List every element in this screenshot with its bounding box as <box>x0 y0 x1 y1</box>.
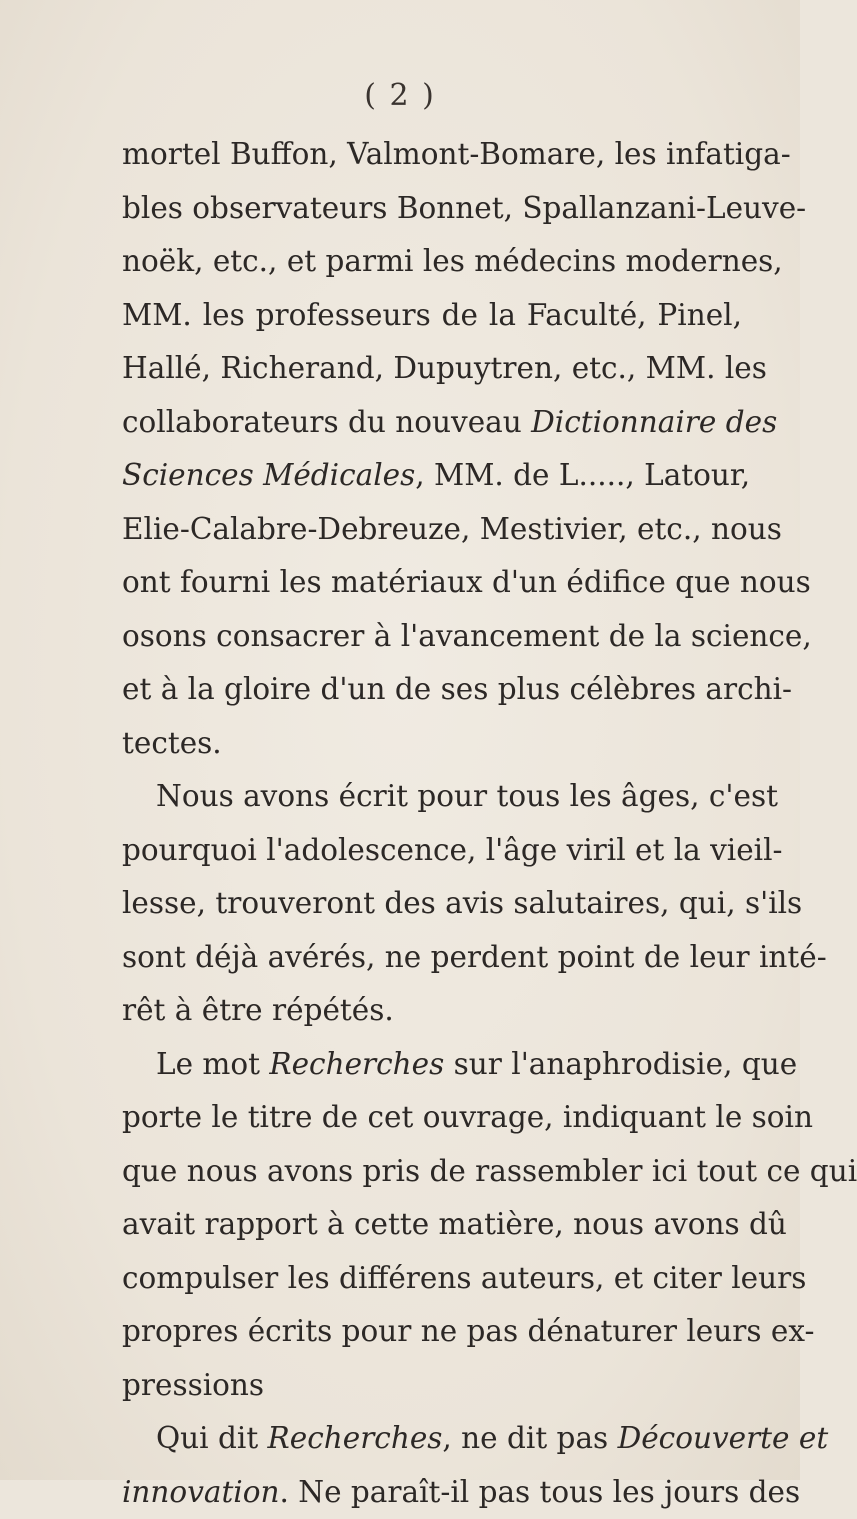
text-line: osons consacrer à l'avancement de la science, <box>122 610 742 664</box>
text-line: tectes. <box>122 717 742 771</box>
text-line: porte le titre de cet ouvrage, indiquant le soin <box>122 1091 742 1145</box>
italic-title: Dictionnaire des <box>531 405 777 439</box>
text-line: rêt à être répétés. <box>122 984 742 1038</box>
italic-word: Découverte et <box>618 1421 829 1455</box>
text-line: compulser les différens auteurs, et citer leurs <box>122 1252 742 1306</box>
text-line: ont fourni les matériaux d'un édifice que nous <box>122 556 742 610</box>
text-line: Elie-Calabre-Debreuze, Mestivier, etc., nous <box>122 503 742 557</box>
text-line: sont déjà avérés, ne perdent point de leur inté- <box>122 931 742 985</box>
text-line: que nous avons pris de rassembler ici tout ce qui <box>122 1145 742 1199</box>
text-line: Sciences Médicales, MM. de L....., Latour, <box>122 449 742 503</box>
text-line: MM. les professeurs de la Faculté, Pinel, <box>122 289 742 343</box>
italic-title: Sciences Médicales <box>122 458 415 492</box>
body-text <box>122 128 742 1519</box>
text-line: noëk, etc., et parmi les médecins modernes, <box>122 235 742 289</box>
text-line: Hallé, Richerand, Dupuytren, etc., MM. les <box>122 342 742 396</box>
text-line: mortel Buffon, Valmont-Bomare, les infatiga- <box>122 128 742 182</box>
text-line: et à la gloire d'un de ses plus célèbres archi- <box>122 663 742 717</box>
page-number: ( 2 ) <box>0 78 800 113</box>
text-line: collaborateurs du nouveau Dictionnaire des <box>122 396 742 450</box>
italic-word: Recherches <box>268 1421 443 1455</box>
text-line: lesse, trouveront des avis salutaires, qui, s'ils <box>122 877 742 931</box>
text-line: pourquoi l'adolescence, l'âge viril et la vieil- <box>122 824 742 878</box>
text-line: bles observateurs Bonnet, Spallanzani-Leuve- <box>122 182 742 236</box>
italic-word: Recherches <box>269 1047 444 1081</box>
text-line: avait rapport à cette matière, nous avons dû <box>122 1198 742 1252</box>
text-line: pressions <box>122 1359 742 1413</box>
paragraph-start: Le mot Recherches sur l'anaphrodisie, que <box>122 1038 742 1092</box>
text-line: propres écrits pour ne pas dénaturer leurs ex- <box>122 1305 742 1359</box>
italic-word: innovation <box>122 1475 280 1509</box>
paragraph-start: Nous avons écrit pour tous les âges, c'est <box>122 770 742 824</box>
text-line: innovation. Ne paraît-il pas tous les jours des <box>122 1466 742 1519</box>
paragraph-start: Qui dit Recherches, ne dit pas Découverte et <box>122 1412 742 1466</box>
